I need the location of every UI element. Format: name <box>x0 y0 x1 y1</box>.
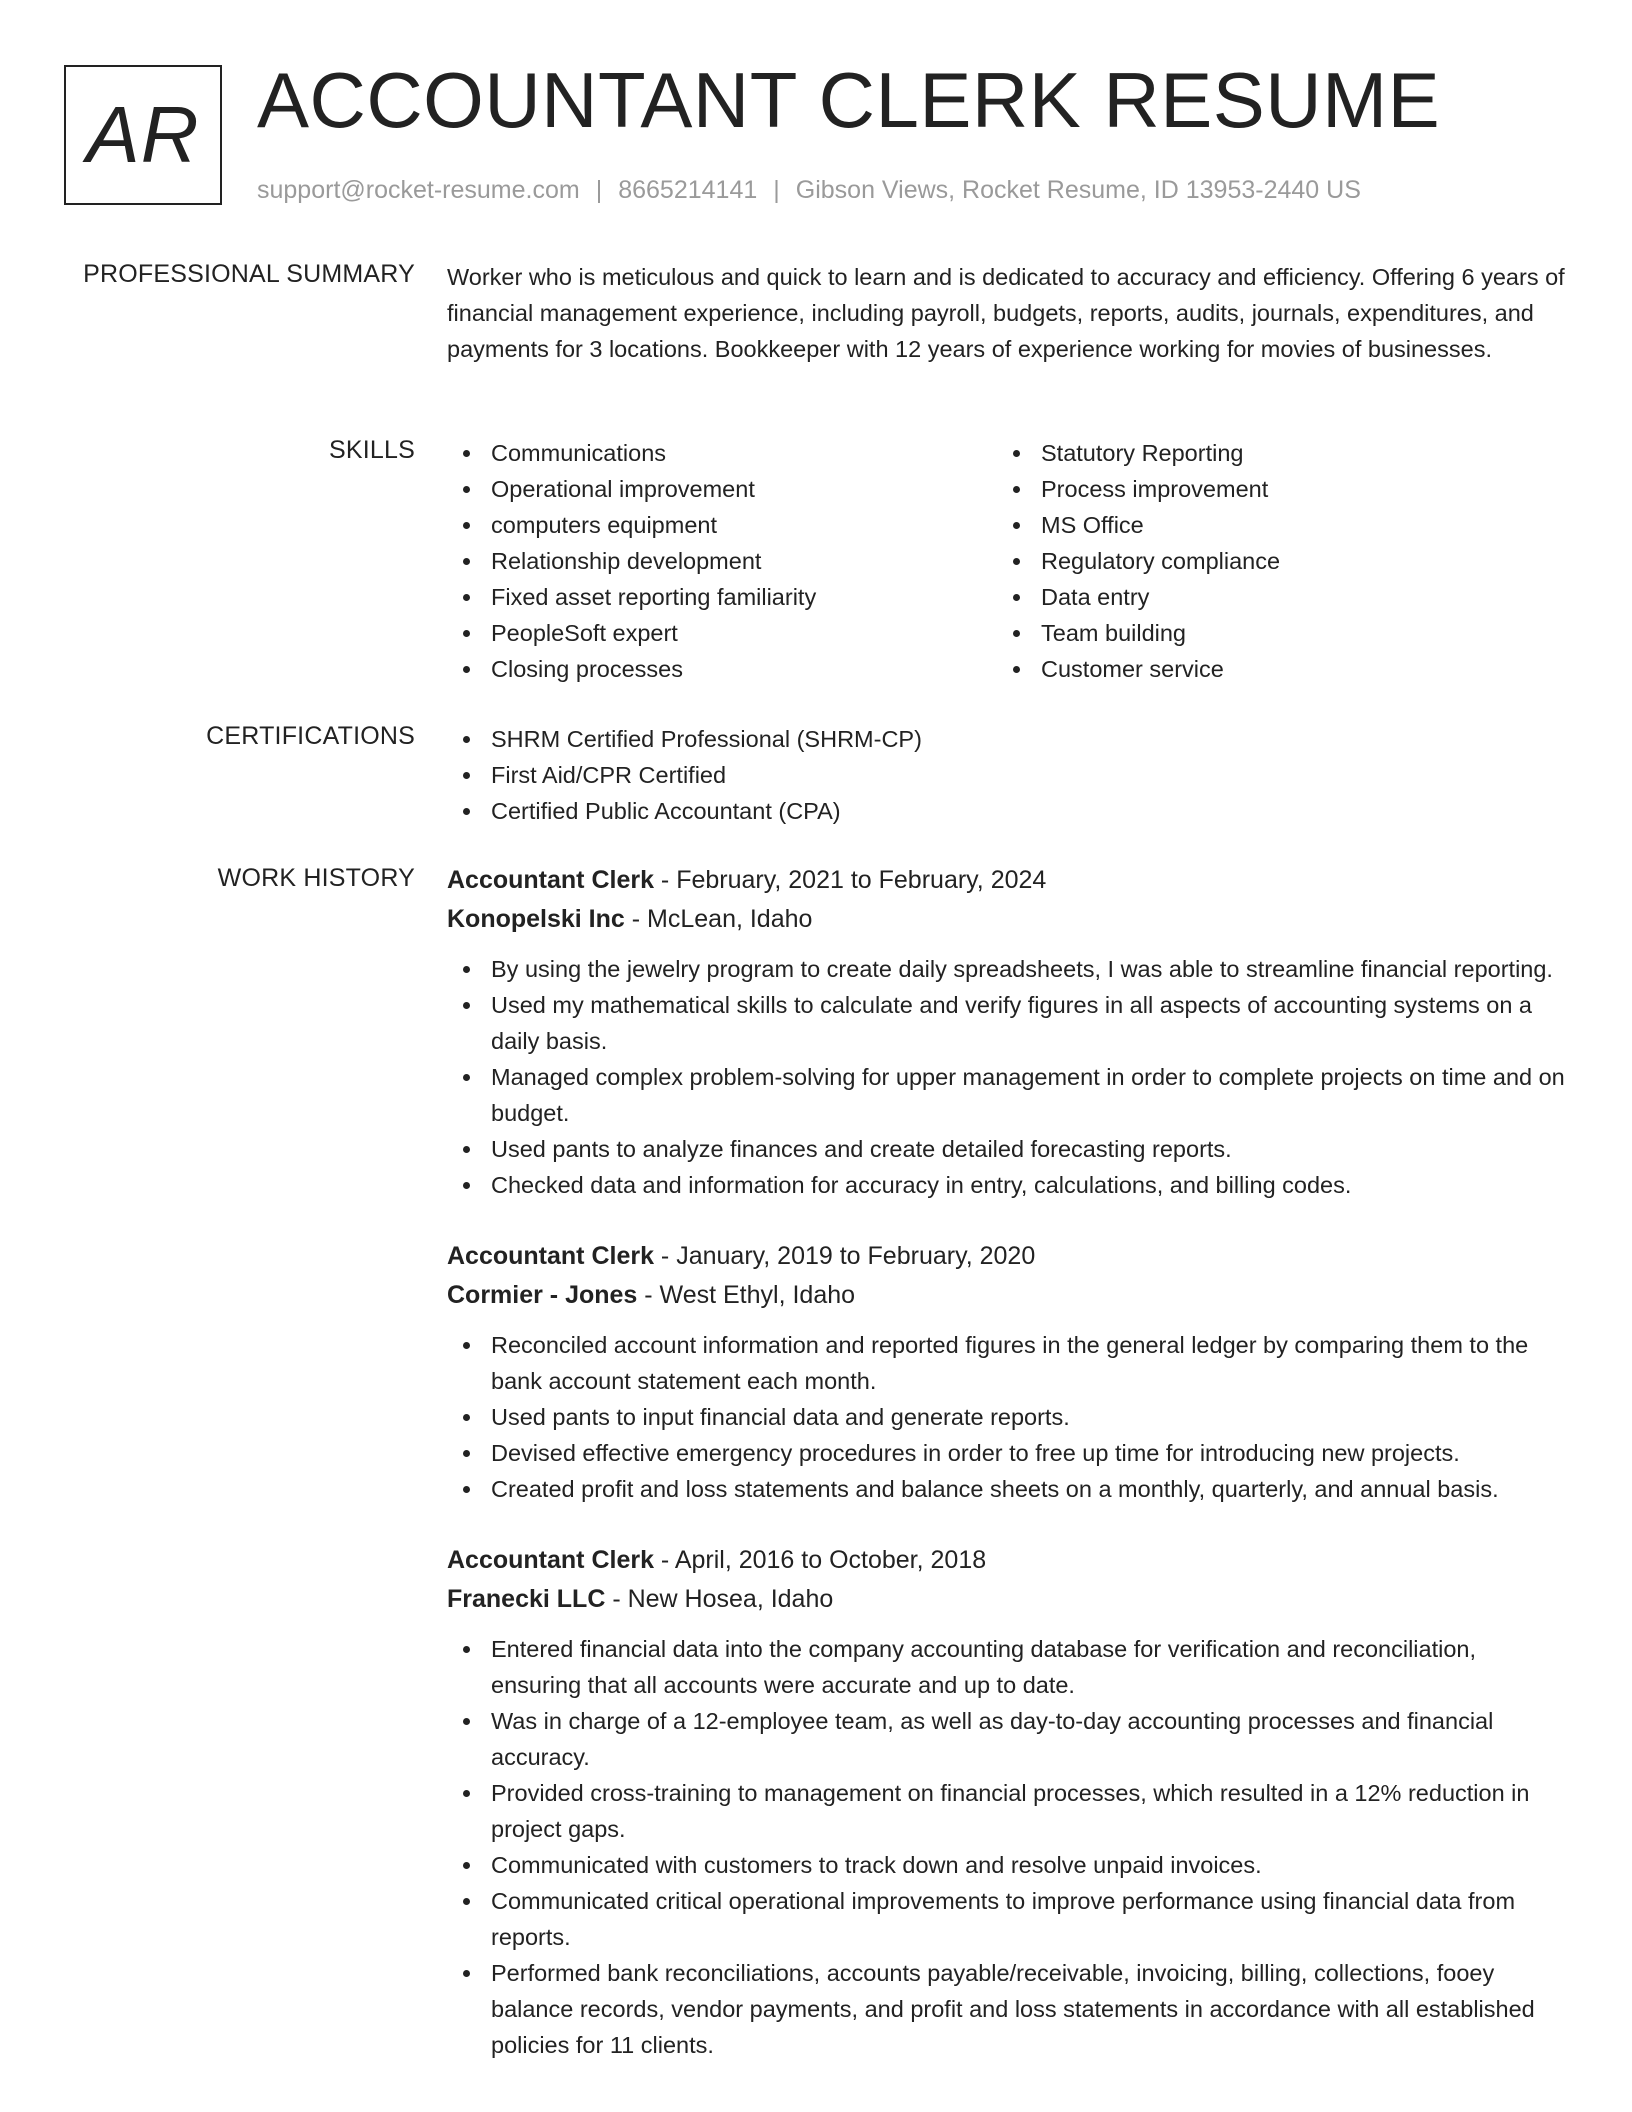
section-label-certifications: CERTIFICATIONS <box>206 722 415 750</box>
job-bullet: Provided cross-training to management on financial processes, which resulted in a 12% reduction in project gaps. <box>447 1775 1567 1847</box>
contact-line <box>257 176 1361 205</box>
job-bullet: Communicated critical operational improvements to improve performance using financial data from reports. <box>447 1883 1567 1955</box>
job-dates: - February, 2021 to February, 2024 <box>653 866 1047 894</box>
job-company: Konopelski Inc <box>447 905 625 933</box>
job-bullet: Checked data and information for accuracy in entry, calculations, and billing codes. <box>447 1167 1567 1203</box>
skill-item: Statutory Reporting <box>997 435 1547 471</box>
job-bullet-list <box>447 951 1567 1203</box>
job-company-line <box>447 1276 1567 1315</box>
skill-item: Closing processes <box>447 651 997 687</box>
job-company-line <box>447 900 1567 939</box>
contact-address: Gibson Views, Rocket Resume, ID 13953-2440 US <box>795 176 1361 204</box>
certification-item: Certified Public Accountant (CPA) <box>447 793 1567 829</box>
job-entry <box>447 1541 1567 2063</box>
job-dates: - January, 2019 to February, 2020 <box>653 1242 1036 1270</box>
skills-columns <box>447 435 1567 687</box>
skill-item: Data entry <box>997 579 1547 615</box>
contact-phone[interactable]: 8665214141 <box>618 176 758 204</box>
skill-item: PeopleSoft expert <box>447 615 997 651</box>
job-title: Accountant Clerk <box>447 866 654 894</box>
skills-section <box>447 435 1567 687</box>
contact-email[interactable]: support@rocket-resume.com <box>257 176 580 204</box>
skill-item: Relationship development <box>447 543 997 579</box>
job-bullet: Used my mathematical skills to calculate and verify figures in all aspects of accounting systems on a daily basis. <box>447 987 1567 1059</box>
contact-separator: | <box>773 176 780 204</box>
skills-list-right <box>997 435 1547 687</box>
job-bullet: Was in charge of a 12-employee team, as well as day-to-day accounting processes and financial accuracy. <box>447 1703 1567 1775</box>
job-bullet: Created profit and loss statements and balance sheets on a monthly, quarterly, and annual basis. <box>447 1471 1567 1507</box>
skill-item: Operational improvement <box>447 471 997 507</box>
summary-text: Worker who is meticulous and quick to learn and is dedicated to accuracy and efficiency. Offering 6 years of financial management experience, including payroll, budgets, reports, audits, journals, expenditures, and payments for 3 locations. Bookkeeper with 12 years of experience working for movies of businesses. <box>447 264 1565 362</box>
job-title-line <box>447 861 1567 900</box>
certifications-list <box>447 721 1567 829</box>
job-title-line <box>447 1541 1567 1580</box>
skill-item: Customer service <box>997 651 1547 687</box>
job-company: Franecki LLC <box>447 1585 606 1613</box>
job-bullet: Managed complex problem-solving for upper management in order to complete projects on time and on budget. <box>447 1059 1567 1131</box>
section-label-skills: SKILLS <box>329 436 415 464</box>
skill-item: computers equipment <box>447 507 997 543</box>
skill-item: Fixed asset reporting familiarity <box>447 579 997 615</box>
job-company: Cormier - Jones <box>447 1281 638 1309</box>
certification-item: First Aid/CPR Certified <box>447 757 1567 793</box>
skills-list-left <box>447 435 997 687</box>
section-label-work-history: WORK HISTORY <box>217 864 415 892</box>
summary-section <box>447 259 1567 367</box>
work-history-section <box>447 861 1567 2097</box>
job-company-line <box>447 1580 1567 1619</box>
section-label-summary: PROFESSIONAL SUMMARY <box>83 260 415 288</box>
job-location: - West Ethyl, Idaho <box>637 1281 856 1309</box>
certifications-section <box>447 721 1567 829</box>
job-entry <box>447 861 1567 1203</box>
skill-item: Regulatory compliance <box>997 543 1547 579</box>
job-title-line <box>447 1237 1567 1276</box>
job-bullet-list <box>447 1327 1567 1507</box>
job-bullet: Devised effective emergency procedures in order to free up time for introducing new projects. <box>447 1435 1567 1471</box>
skill-item: MS Office <box>997 507 1547 543</box>
job-bullet: Used pants to analyze finances and create detailed forecasting reports. <box>447 1131 1567 1167</box>
job-dates: - April, 2016 to October, 2018 <box>653 1546 987 1574</box>
skill-item: Process improvement <box>997 471 1547 507</box>
monogram-initials: AR <box>86 90 200 179</box>
skill-item: Team building <box>997 615 1547 651</box>
contact-separator: | <box>595 176 603 204</box>
monogram-badge <box>64 65 222 205</box>
job-bullet: By using the jewelry program to create daily spreadsheets, I was able to streamline financial reporting. <box>447 951 1567 987</box>
skill-item: Communications <box>447 435 997 471</box>
job-bullet: Performed bank reconciliations, accounts payable/receivable, invoicing, billing, collections, fooey balance records, vendor payments, and profit and loss statements in accordance with all established policies for 11 clients. <box>447 1955 1567 2063</box>
job-bullet: Reconciled account information and reported figures in the general ledger by comparing them to the bank account statement each month. <box>447 1327 1567 1399</box>
job-title: Accountant Clerk <box>447 1546 654 1574</box>
job-bullet: Communicated with customers to track down and resolve unpaid invoices. <box>447 1847 1567 1883</box>
job-location: - McLean, Idaho <box>624 905 813 933</box>
job-bullet: Used pants to input financial data and generate reports. <box>447 1399 1567 1435</box>
job-bullet-list <box>447 1631 1567 2063</box>
job-title: Accountant Clerk <box>447 1242 654 1270</box>
job-entry <box>447 1237 1567 1507</box>
job-location: - New Hosea, Idaho <box>605 1585 834 1613</box>
job-bullet: Entered financial data into the company accounting database for verification and reconciliation, ensuring that all accounts were accurate and up to date. <box>447 1631 1567 1703</box>
certification-item: SHRM Certified Professional (SHRM-CP) <box>447 721 1567 757</box>
resume-title: ACCOUNTANT CLERK RESUME <box>257 56 1441 144</box>
